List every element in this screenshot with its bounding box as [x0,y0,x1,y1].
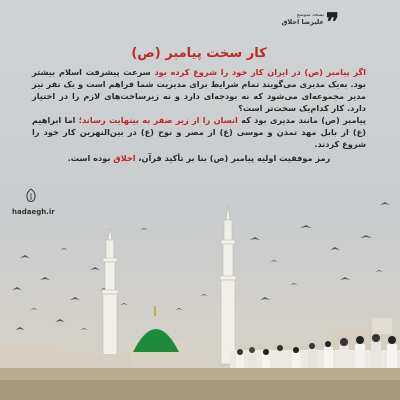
page-title: کار سخت پیامبر (ص) [131,46,267,61]
paragraph-1-highlight: اگر پیامبر (ص) در ایران کار خود را شروع کرده بود [154,67,366,77]
paragraph-2-highlight: انسان را از زیر صفر به بینهایت رساند؛ [78,115,238,125]
paragraph-1 [32,66,366,114]
website-badge-icon [24,188,38,204]
series-label: نسخه متوسع [297,12,324,18]
series-header [270,12,324,26]
paragraph-3-start: رمز موفقیت اولیه پیامبر (ص) بنا بر تأکید قرآن، [135,153,331,163]
series-name: علیرضا اخلاق [281,18,324,26]
paragraph-2 [32,114,366,150]
quote-icon: ❞ [326,7,339,36]
paragraph-2-text: اما ابراهیم (ع) از بابل مهد تمدن و موسی (ع) از مصر و نوح (ع) در بین‌النهرین کار خود را شروع کردند. [32,115,366,149]
article-card [32,46,366,212]
paragraph-2-start: پیامبر (ص) مانند مدیری بود که [237,115,367,125]
paragraph-3-highlight: اخلاق [113,153,136,163]
paragraph-3-end: بوده است. [67,153,114,163]
paragraph-3 [32,152,366,164]
paragraph-1-text: سرعت پیشرفت اسلام بیشتر بود. به‌یک مدیری می‌گویند تمام شرایط برای مدیریت شما فراهم است و یک نفر نیز مدیر مجموعه‌ای می‌شود که نه بودجه‌ای دارد و نه زیرساخت‌های لازم را در اختیار دارد. کار کدام‌یک سخت‌تر است؟ [32,67,366,113]
website-link[interactable]: hadaegh.ir [12,208,55,216]
